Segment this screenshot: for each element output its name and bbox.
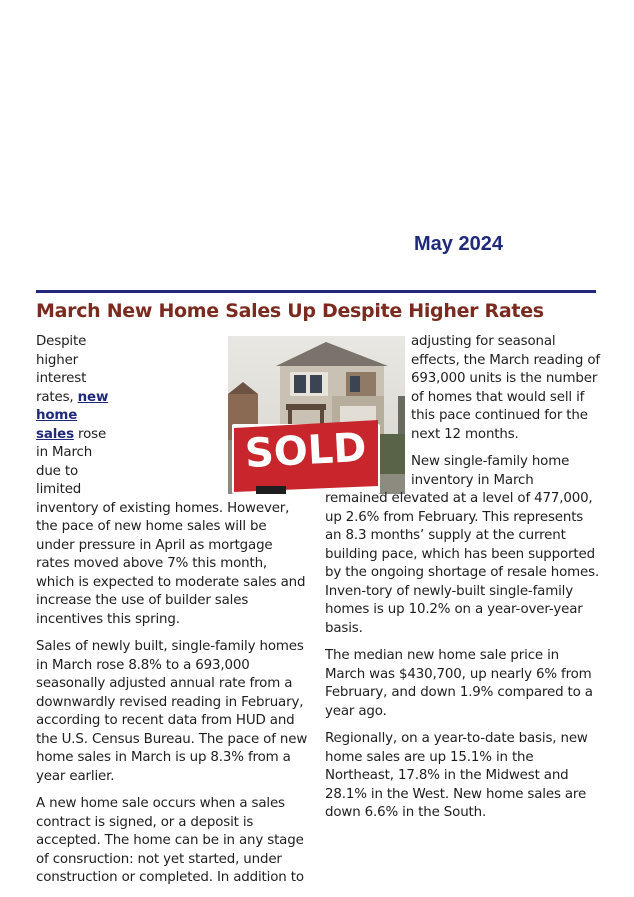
- paragraph-price: The median new home sale price in March was $430,700, up nearly 6% from February, and down 1.9% compared to a year ago.: [325, 648, 593, 719]
- article-column-right: [325, 333, 600, 832]
- paragraph-definition-cont: adjusting for seasonal effects, the March reading of 693,000 units is the number of homes that would sell if this pace continued for the next 12 months.: [411, 334, 600, 442]
- paragraph-intro: Despite higher interest rates, new home sales rose in March due to limited inventory of existing homes. However, the pace of new home sales will be under pressure in April as mortgage rates moved above 7% this month, which is expected to moderate sales and increase the use of builder sales incentives this spring.: [36, 334, 306, 627]
- article-title: March New Home Sales Up Despite Higher Rates: [36, 300, 544, 322]
- paragraph-definition: A new home sale occurs when a sales contract is signed, or a deposit is accepted. The home can be in any stage of consruction: not yet started, under construction or completed. In addition to: [36, 796, 304, 885]
- header-divider: [36, 290, 596, 293]
- issue-date: May 2024: [414, 233, 503, 255]
- paragraph-inventory: New single-family home inventory in March remained elevated at a level of 477,000, up 2.6% from February. This represents an 8.3 months’ supply at the current building pace, which has been supported by the ongoing shortage of resale homes. Inven-tory of newly-built single-family homes is up 10.2% on a year-over-year basis.: [325, 454, 600, 636]
- new-home-sales-link[interactable]: new home sales: [36, 389, 109, 442]
- paragraph-sales: Sales of newly built, single-family homes in March rose 8.8% to a 693,000 seasonally adjusted annual rate from a downwardly revised reading in February, according to recent data from HUD and the U.S. Census Bureau. The pace of new home sales in March is up 8.3% from a year earlier.: [36, 639, 308, 784]
- paragraph-regional: Regionally, on a year-to-date basis, new home sales are up 15.1% in the Northeast, 17.8% in the Midwest and 28.1% in the West. New home sales are down 6.6% in the South.: [325, 731, 588, 820]
- sold-sign-text: SOLD: [243, 424, 368, 478]
